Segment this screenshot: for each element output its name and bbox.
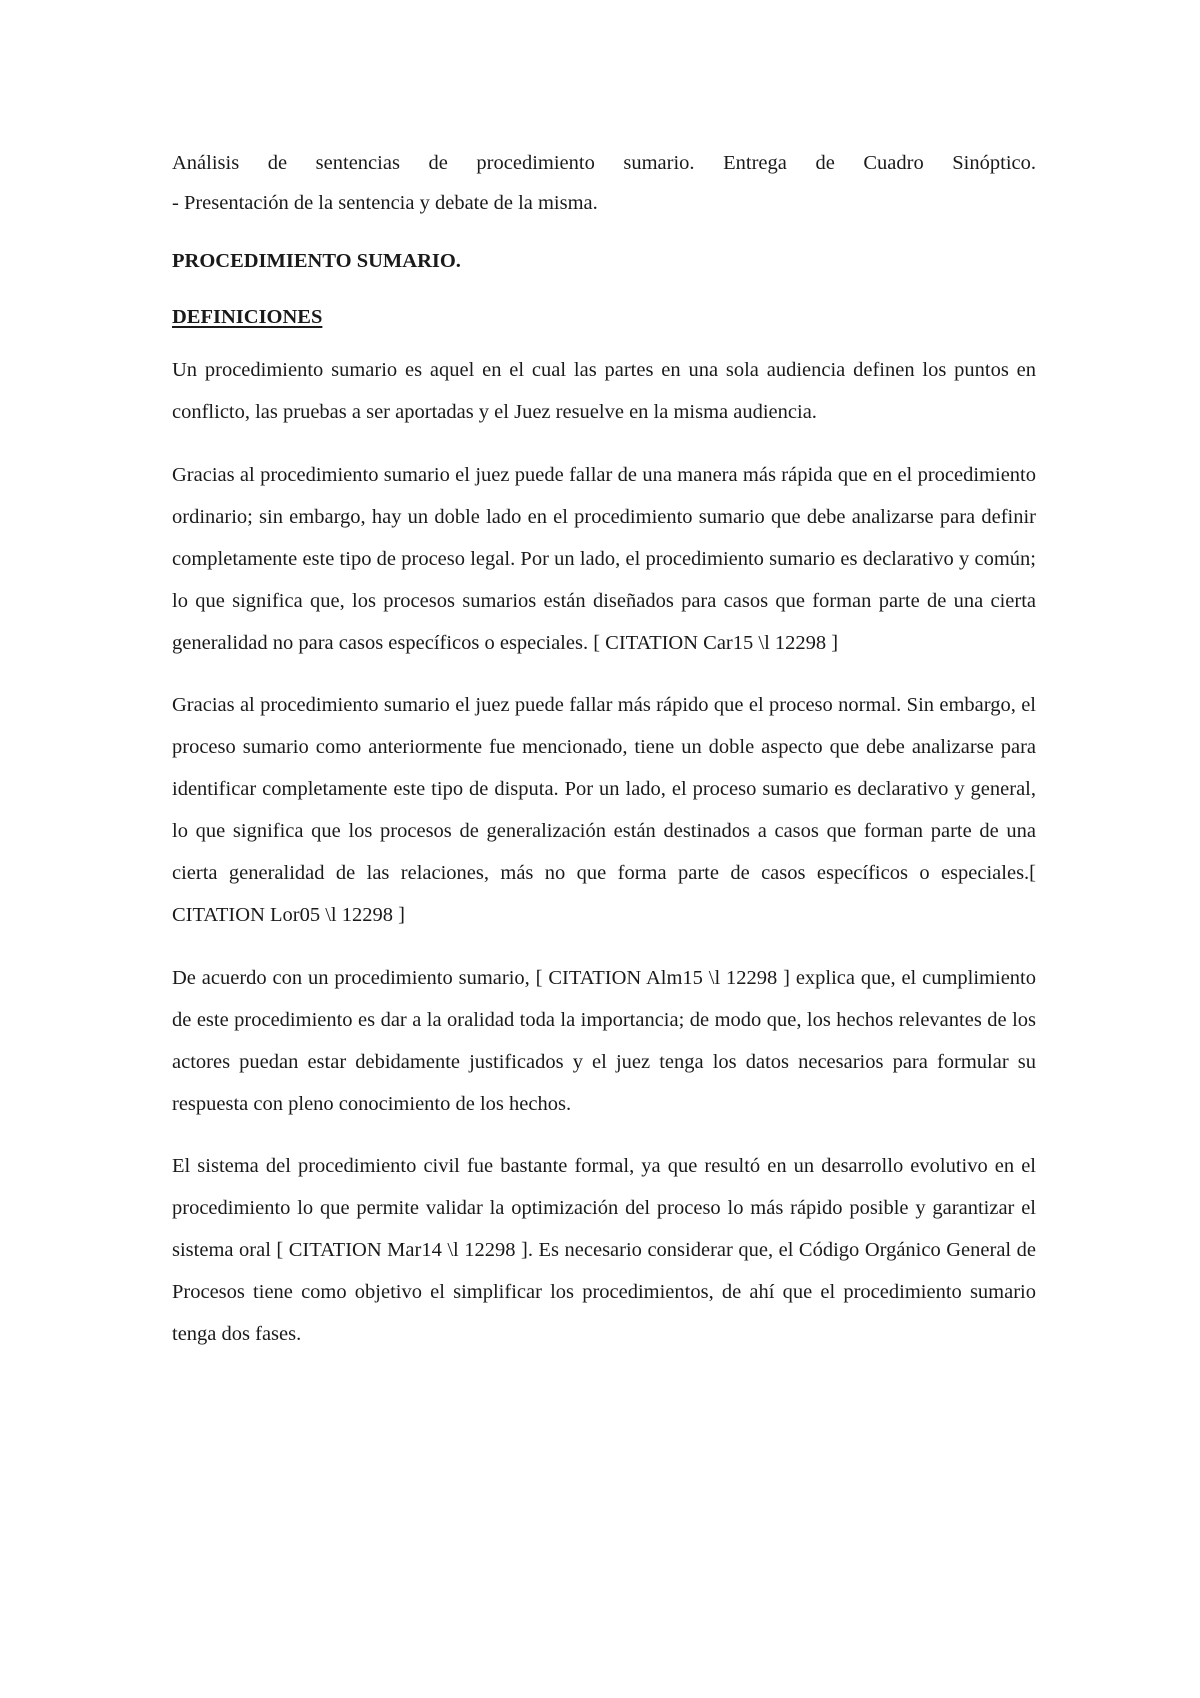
document-page	[172, 143, 1036, 1376]
section-heading-definiciones: DEFINICIONES	[172, 306, 323, 328]
paragraph-2: Gracias al procedimiento sumario el juez puede fallar de una manera más rápida que en el procedimiento ordinario; sin embargo, hay un doble lado en el procedimiento sumario que debe analizarse para definir completamente este tipo de proceso legal. Por un lado, el procedimiento sumario es declarativo y común; lo que significa que, los procesos sumarios están diseñados para casos que forman parte de una cierta generalidad no para casos específicos o especiales. [ CITATION Car15 \l 12298 ]	[172, 463, 1036, 654]
paragraph-1: Un procedimiento sumario es aquel en el cual las partes en una sola audiencia definen los puntos en conflicto, las pruebas a ser aportadas y el Juez resuelve en la misma audiencia.	[172, 359, 1036, 423]
paragraph-5: El sistema del procedimiento civil fue bastante formal, ya que resultó en un desarrollo evolutivo en el procedimiento lo que permite validar la optimización del proceso lo más rápido posible y garantizar el sistema oral [ CITATION Mar14 \l 12298 ]. Es necesario considerar que, el Código Orgánico General de Procesos tiene como objetivo el simplificar los procedimientos, de ahí que el procedimiento sumario tenga dos fases.	[172, 1155, 1036, 1345]
intro-line-2: - Presentación de la sentencia y debate de la misma.	[172, 192, 598, 214]
paragraph-4: De acuerdo con un procedimiento sumario, [ CITATION Alm15 \l 12298 ] explica que, el cumplimiento de este procedimiento es dar a la oralidad toda la importancia; de modo que, los hechos relevantes de los actores puedan estar debidamente justificados y el juez tenga los datos necesarios para formular su respuesta con pleno conocimiento de los hechos.	[172, 966, 1036, 1115]
main-heading: PROCEDIMIENTO SUMARIO.	[172, 250, 461, 272]
paragraph-3: Gracias al procedimiento sumario el juez puede fallar más rápido que el proceso normal. Sin embargo, el proceso sumario como anteriormente fue mencionado, tiene un doble aspecto que debe analizarse para identificar completamente este tipo de disputa. Por un lado, el proceso sumario es declarativo y general, lo que significa que los procesos de generalización están destinados a casos que forman parte de una cierta generalidad de las relaciones, más no que forma parte de casos específicos o especiales.[ CITATION Lor05 \l 12298 ]	[172, 694, 1036, 926]
intro-line-1: Análisis de sentencias de procedimiento sumario. Entrega de Cuadro Sinóptico.	[172, 152, 1036, 174]
intro-text	[172, 143, 1036, 223]
